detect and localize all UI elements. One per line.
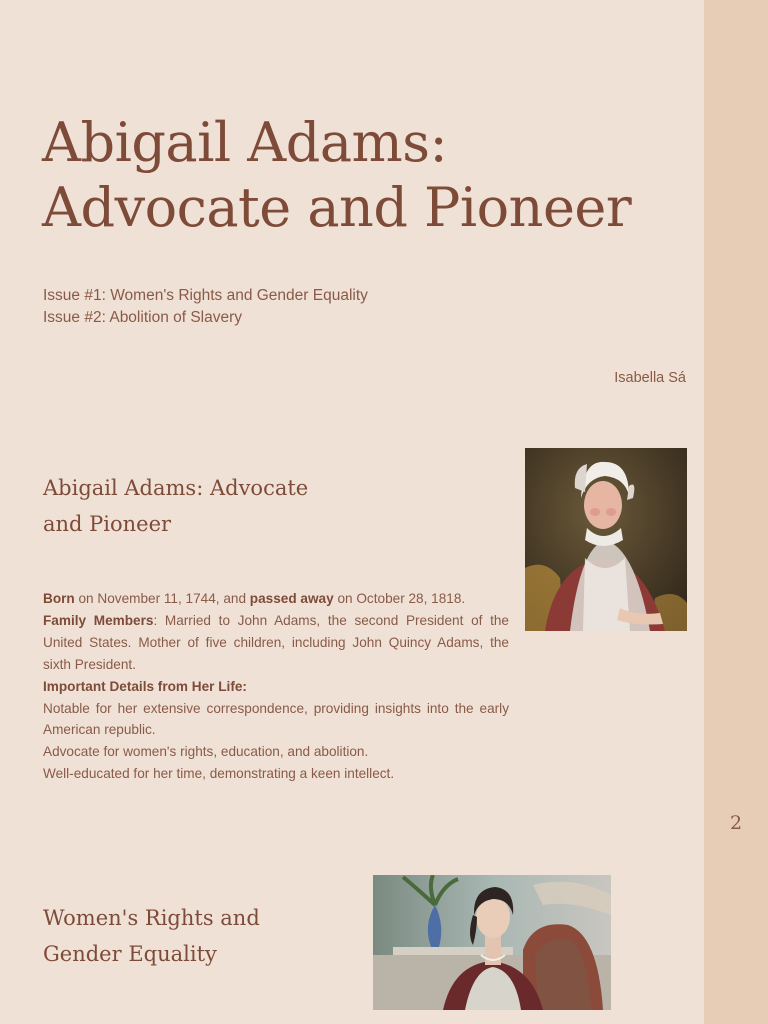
born-label: Born — [43, 591, 75, 606]
birth-death-line — [43, 588, 509, 610]
details-label: Important Details from Her Life: — [43, 678, 247, 694]
family-label: Family Members — [43, 612, 154, 628]
page-title-line-1: Abigail Adams: — [42, 111, 448, 174]
details-heading — [43, 676, 509, 698]
author-name: Isabella Sá — [614, 370, 686, 386]
detail-item-2: Advocate for women's rights, education, and abolition. — [43, 744, 369, 760]
detail-item-1: Notable for her extensive correspondence, providing insights into the early American republic. — [43, 700, 509, 738]
section-title-womens-rights-line-1: Women's Rights and — [43, 906, 260, 930]
section-title-biography-line-2: and Pioneer — [43, 512, 172, 536]
issues-list — [43, 285, 368, 329]
biography-text — [43, 588, 509, 785]
family-line — [43, 610, 509, 676]
engraved-portrait — [373, 875, 611, 1010]
family-text: : Married to John Adams, the second President of the United States. Mother of five children, including John Quincy Adams, the sixth President. — [43, 612, 509, 672]
section-title-womens-rights — [43, 900, 363, 972]
passed-label: passed away — [249, 591, 334, 606]
page-number: 2 — [729, 812, 743, 834]
born-text: on November 11, 1744, and — [74, 591, 250, 606]
page-title-line-2: Advocate and Pioneer — [42, 176, 632, 239]
abigail-adams-portrait — [525, 448, 687, 631]
issue-1: Issue #1: Women's Rights and Gender Equality — [43, 287, 368, 304]
section-title-biography-line-1: Abigail Adams: Advocate — [43, 476, 309, 500]
detail-item-3: Well-educated for her time, demonstrating a keen intellect. — [43, 766, 395, 782]
right-decorative-band — [704, 0, 768, 1024]
issue-2: Issue #2: Abolition of Slavery — [43, 309, 243, 326]
section-title-womens-rights-line-2: Gender Equality — [43, 942, 217, 966]
section-title-biography — [43, 470, 363, 542]
page-title — [42, 110, 702, 240]
passed-text: on October 28, 1818. — [333, 591, 466, 606]
